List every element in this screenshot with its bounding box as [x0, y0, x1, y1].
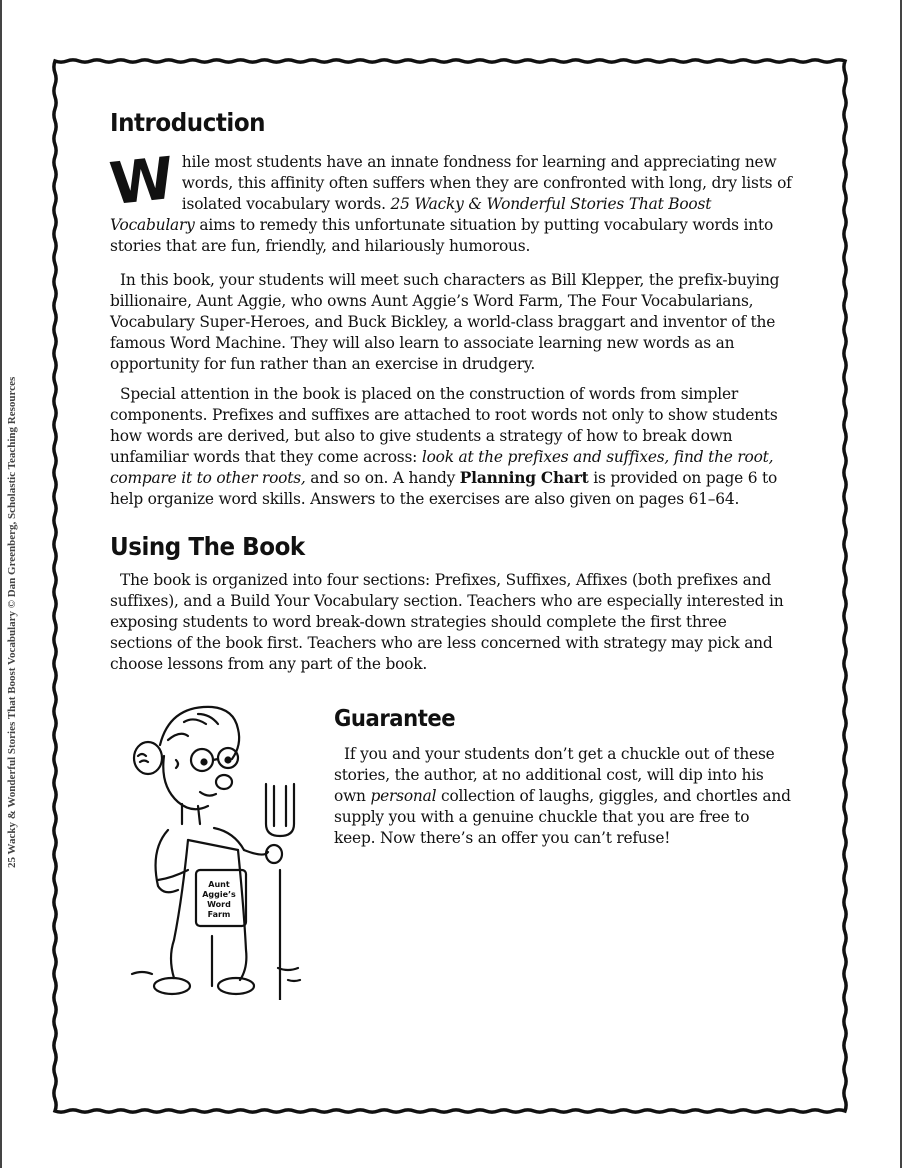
p1-text-a: hile most students have an innate fondness for learning and appreciating new words, this affinity often suffers when they are confronted with long, dry lists of isolated vocabulary words.: [181, 153, 792, 213]
p5-text-b: collection of laughs, giggles, and chortles and supply you with a genuine chuckle that you are free to keep. Now there’s an offer you can’t refuse!: [334, 787, 791, 847]
using-the-book-heading: Using The Book: [110, 532, 305, 561]
p5-italic-personal: personal: [370, 787, 437, 805]
aunt-aggie-illustration: [128, 700, 308, 1000]
guarantee-heading: Guarantee: [334, 706, 456, 732]
p3-text-c: is provided on page 6 to help organize word skills. Answers to the exercises are also given on pages 61–64.: [110, 469, 778, 508]
p3-italic-strategy: look at the prefixes and suffixes, find the root, compare it to other roots,: [110, 448, 774, 487]
drop-cap: W: [106, 143, 178, 219]
planning-chart-bold: Planning Chart: [459, 469, 589, 487]
p3-text-a: Special attention in the book is placed on the construction of words from simpler components. Prefixes and suffixes are attached to root words not only to show students how words are derived, but also to give students a strategy of how to break down unfamiliar words that they come across:: [110, 385, 778, 466]
p1-text-b: aims to remedy this unfortunate situation by putting vocabulary words into stories that are fun, friendly, and hilariously humorous.: [110, 216, 774, 255]
page-edge-left: [0, 0, 2, 1168]
introduction-paragraph-3: [110, 384, 792, 510]
introduction-paragraph-2: In this book, your students will meet such characters as Bill Klepper, the prefix-buying billionaire, Aunt Aggie, who owns Aunt Aggie’s Word Farm, The Four Vocabularians, Vocabulary Super-Heroes, and Buck Bickley, a world-class braggart and inventor of the famous Word Machine. They will also learn to associate learning new words as an opportunity for fun rather than an exercise in drudgery.: [110, 271, 780, 373]
introduction-paragraph-1: [106, 143, 792, 257]
apron-label: [195, 880, 243, 920]
book-title-italic: 25 Wacky & Wonderful Stories That Boost Vocabulary: [110, 195, 712, 234]
apron-line-1: Aunt: [208, 880, 230, 889]
guarantee-paragraph: [334, 744, 794, 849]
farmer-cartoon-icon: [128, 700, 308, 1000]
side-credit: 25 Wacky & Wonderful Stories That Boost Vocabulary © Dan Greenberg, Scholastic Teaching Resources: [6, 376, 18, 868]
apron-line-2: Aggie’s: [202, 890, 236, 899]
introduction-heading: Introduction: [110, 108, 266, 137]
apron-line-4: Farm: [207, 910, 231, 919]
p3-text-b: and so on. A handy: [305, 469, 460, 487]
using-the-book-paragraph: The book is organized into four sections: Prefixes, Suffixes, Affixes (both prefixes and suffixes), and a Build Your Vocabulary section. Teachers who are especially interested in exposing students to word break-down strategies should complete the first three sections of the book first. Teachers who are less concerned with strategy may pick and choose lessons from any part of the book.: [110, 571, 784, 673]
apron-line-3: Word: [207, 900, 231, 909]
p5-text-a: If you and your students don’t get a chuckle out of these stories, the author, at no additional cost, will dip into his own: [334, 745, 775, 805]
